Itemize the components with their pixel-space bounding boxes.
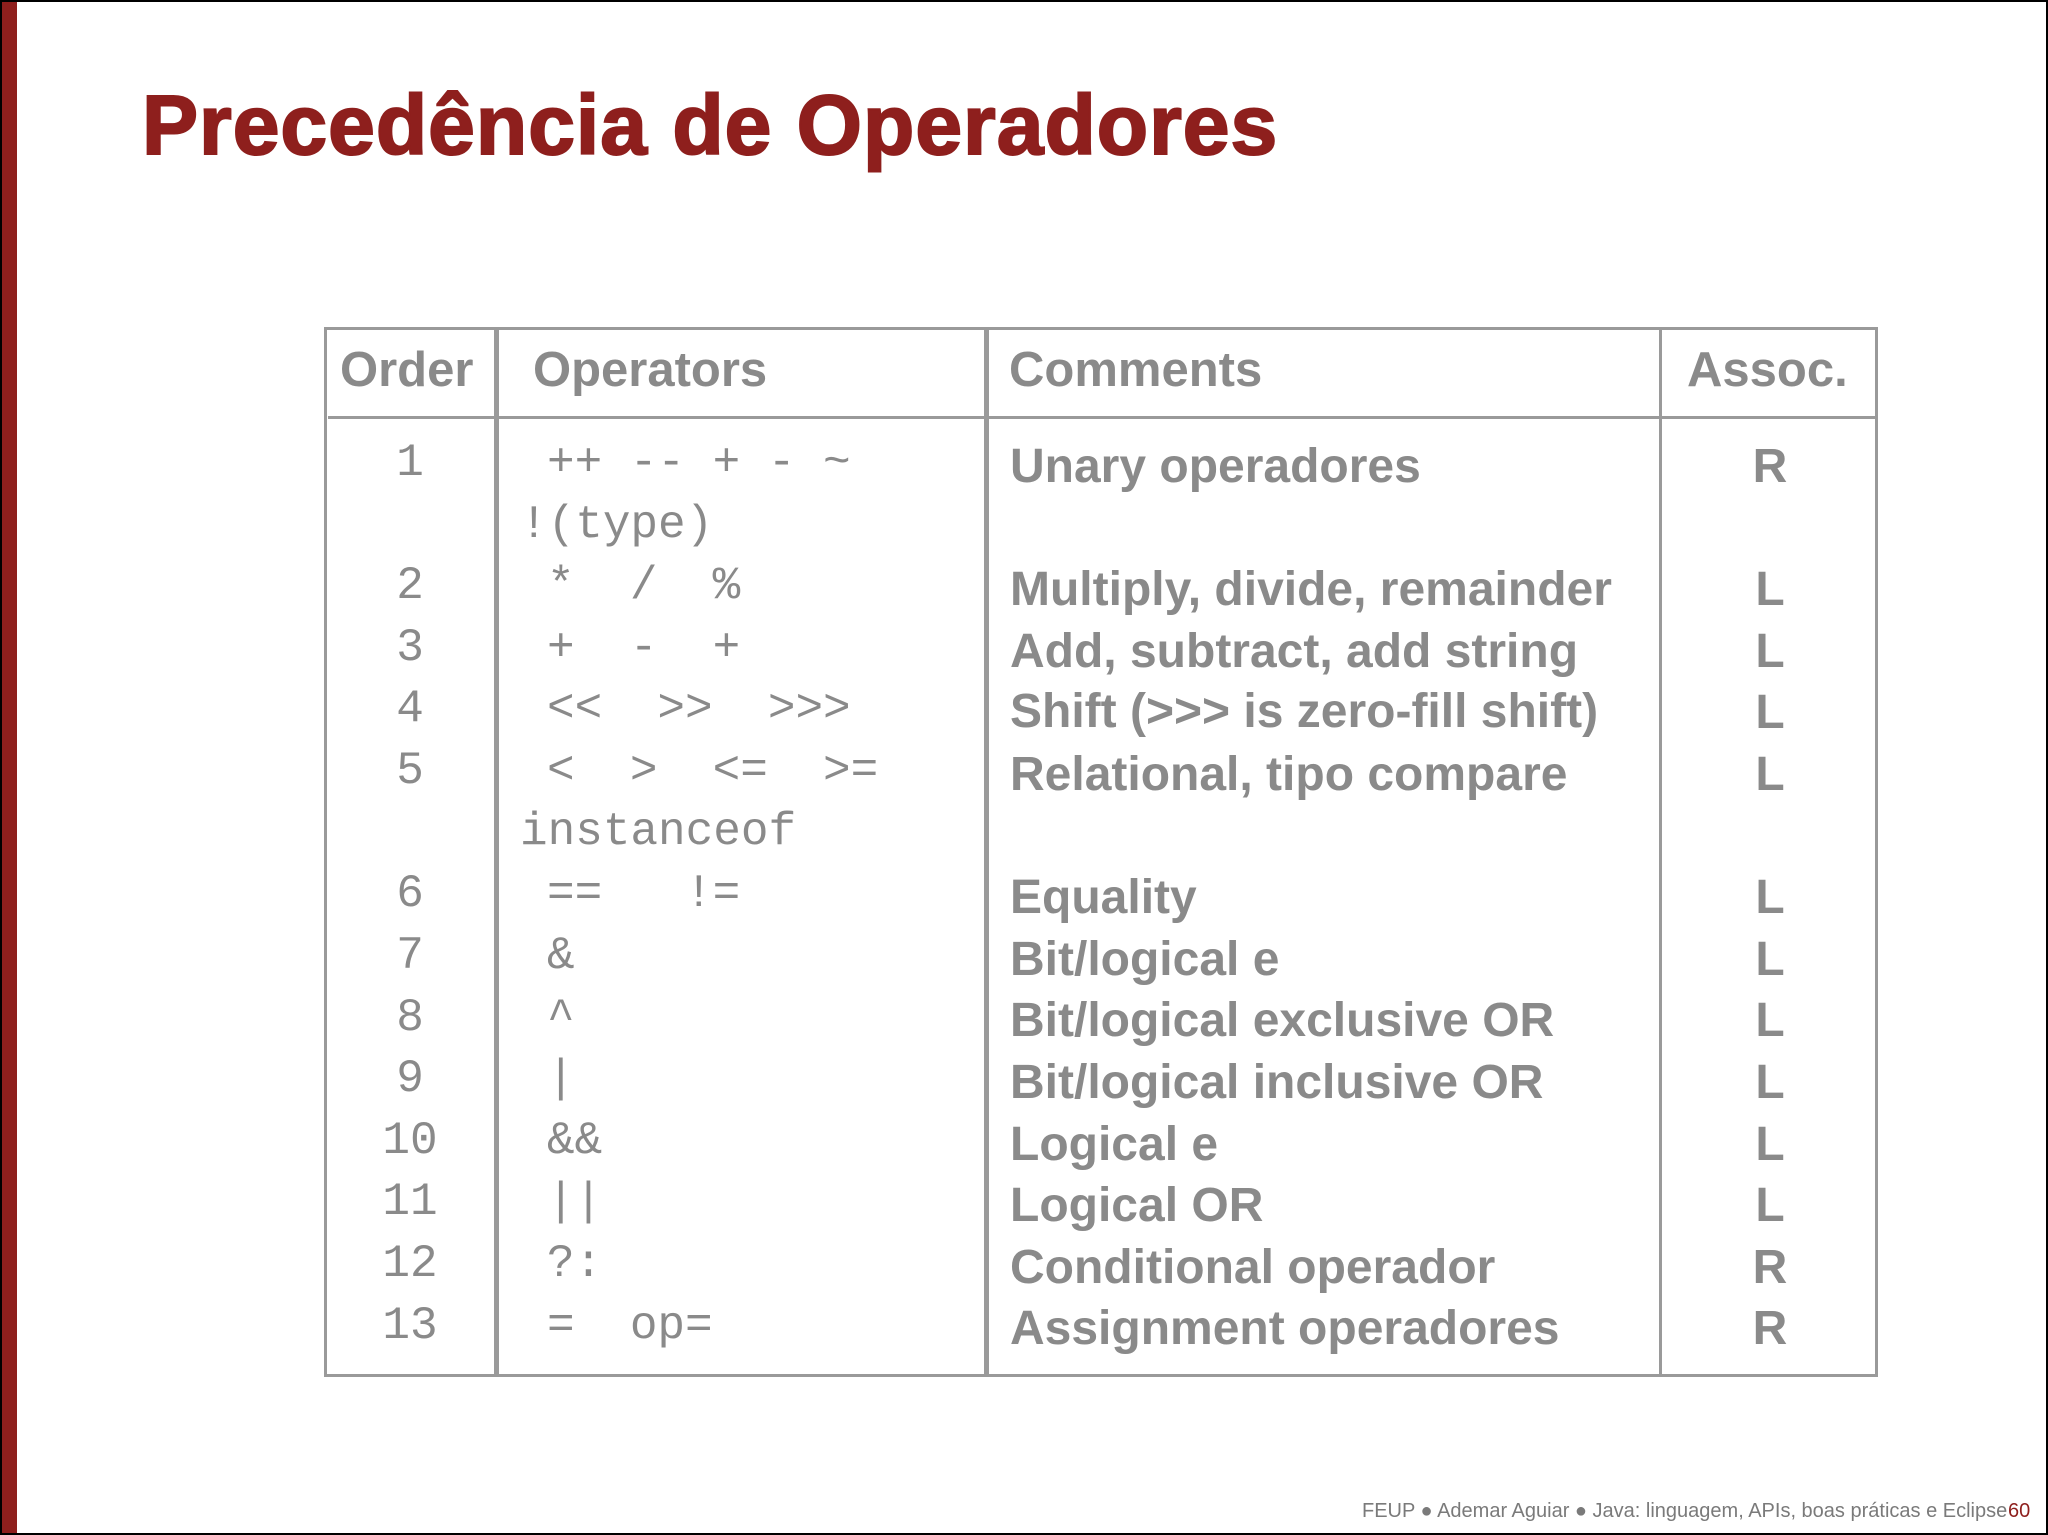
row-comment: Bit/logical e	[1010, 933, 1280, 986]
row-comment: Bit/logical exclusive OR	[1010, 994, 1555, 1047]
header-assoc: Assoc.	[1687, 343, 1848, 397]
row-operators: == !=	[547, 868, 741, 920]
row-order: 13	[382, 1300, 438, 1352]
slide-accent-bar	[2, 2, 17, 1533]
header-comments: Comments	[1009, 343, 1263, 397]
row-assoc: L	[1755, 563, 1785, 616]
header-order: Order	[340, 343, 474, 397]
header-divider	[989, 416, 1659, 419]
row-operators: ++ -- + - ~	[547, 437, 851, 489]
row-assoc: R	[1752, 440, 1788, 493]
row-comment: Bit/logical inclusive OR	[1010, 1056, 1544, 1109]
row-order: 7	[396, 930, 424, 982]
page-number: 60	[2008, 1500, 2031, 1522]
header-operators: Operators	[533, 343, 768, 397]
row-operators: << >> >>>	[547, 683, 851, 735]
row-assoc: L	[1755, 1118, 1785, 1171]
row-operators: ^	[547, 992, 575, 1044]
row-comment: Add, subtract, add string	[1010, 625, 1579, 678]
row-operators: &&	[547, 1115, 603, 1167]
slide-footer: FEUP ● Ademar Aguiar ● Java: linguagem, APIs, boas práticas e Eclipse	[1362, 1500, 2008, 1522]
header-divider	[1662, 416, 1876, 419]
row-operators: ||	[547, 1176, 603, 1228]
row-comment: Logical e	[1010, 1118, 1219, 1171]
row-operators: = op=	[547, 1300, 713, 1352]
row-assoc: L	[1755, 871, 1785, 924]
row-operators: ?:	[547, 1238, 603, 1290]
row-operators-continued: instanceof	[520, 806, 797, 858]
row-order: 3	[396, 622, 424, 674]
row-order: 12	[382, 1238, 438, 1290]
row-operators: &	[547, 930, 575, 982]
row-assoc: L	[1755, 686, 1785, 739]
row-order: 10	[382, 1115, 438, 1167]
row-assoc: L	[1755, 748, 1785, 801]
row-comment: Equality	[1010, 871, 1197, 924]
row-order: 1	[396, 437, 424, 489]
row-assoc: L	[1755, 625, 1785, 678]
row-assoc: L	[1755, 994, 1785, 1047]
row-comment: Logical OR	[1010, 1179, 1264, 1232]
row-operators: * / %	[547, 560, 741, 612]
row-comment: Relational, tipo compare	[1010, 748, 1568, 801]
row-order: 11	[382, 1176, 438, 1228]
row-order: 5	[396, 745, 424, 797]
row-assoc: L	[1755, 1179, 1785, 1232]
row-comment: Shift (>>> is zero-fill shift)	[1010, 685, 1599, 738]
header-divider	[328, 416, 494, 419]
row-comment: Conditional operador	[1010, 1241, 1496, 1294]
row-order: 2	[396, 560, 424, 612]
row-order: 6	[396, 868, 424, 920]
row-order: 4	[396, 683, 424, 735]
row-assoc: L	[1755, 933, 1785, 986]
column-divider-order	[494, 327, 499, 1377]
row-order: 9	[396, 1053, 424, 1105]
row-operators: + - +	[547, 622, 741, 674]
header-divider	[499, 416, 984, 419]
row-comment: Assignment operadores	[1010, 1302, 1560, 1355]
row-assoc: R	[1752, 1302, 1788, 1355]
column-divider-operators	[984, 327, 989, 1377]
row-comment: Unary operadores	[1010, 440, 1421, 493]
row-operators: < > <= >=	[547, 745, 879, 797]
row-operators-continued: !(type)	[520, 499, 714, 551]
row-assoc: R	[1752, 1241, 1788, 1294]
column-divider-comments	[1659, 327, 1662, 1377]
row-order: 8	[396, 992, 424, 1044]
row-comment: Multiply, divide, remainder	[1010, 563, 1612, 616]
row-operators: |	[547, 1053, 575, 1105]
row-assoc: L	[1755, 1056, 1785, 1109]
page-title: Precedência de Operadores	[142, 78, 1279, 172]
